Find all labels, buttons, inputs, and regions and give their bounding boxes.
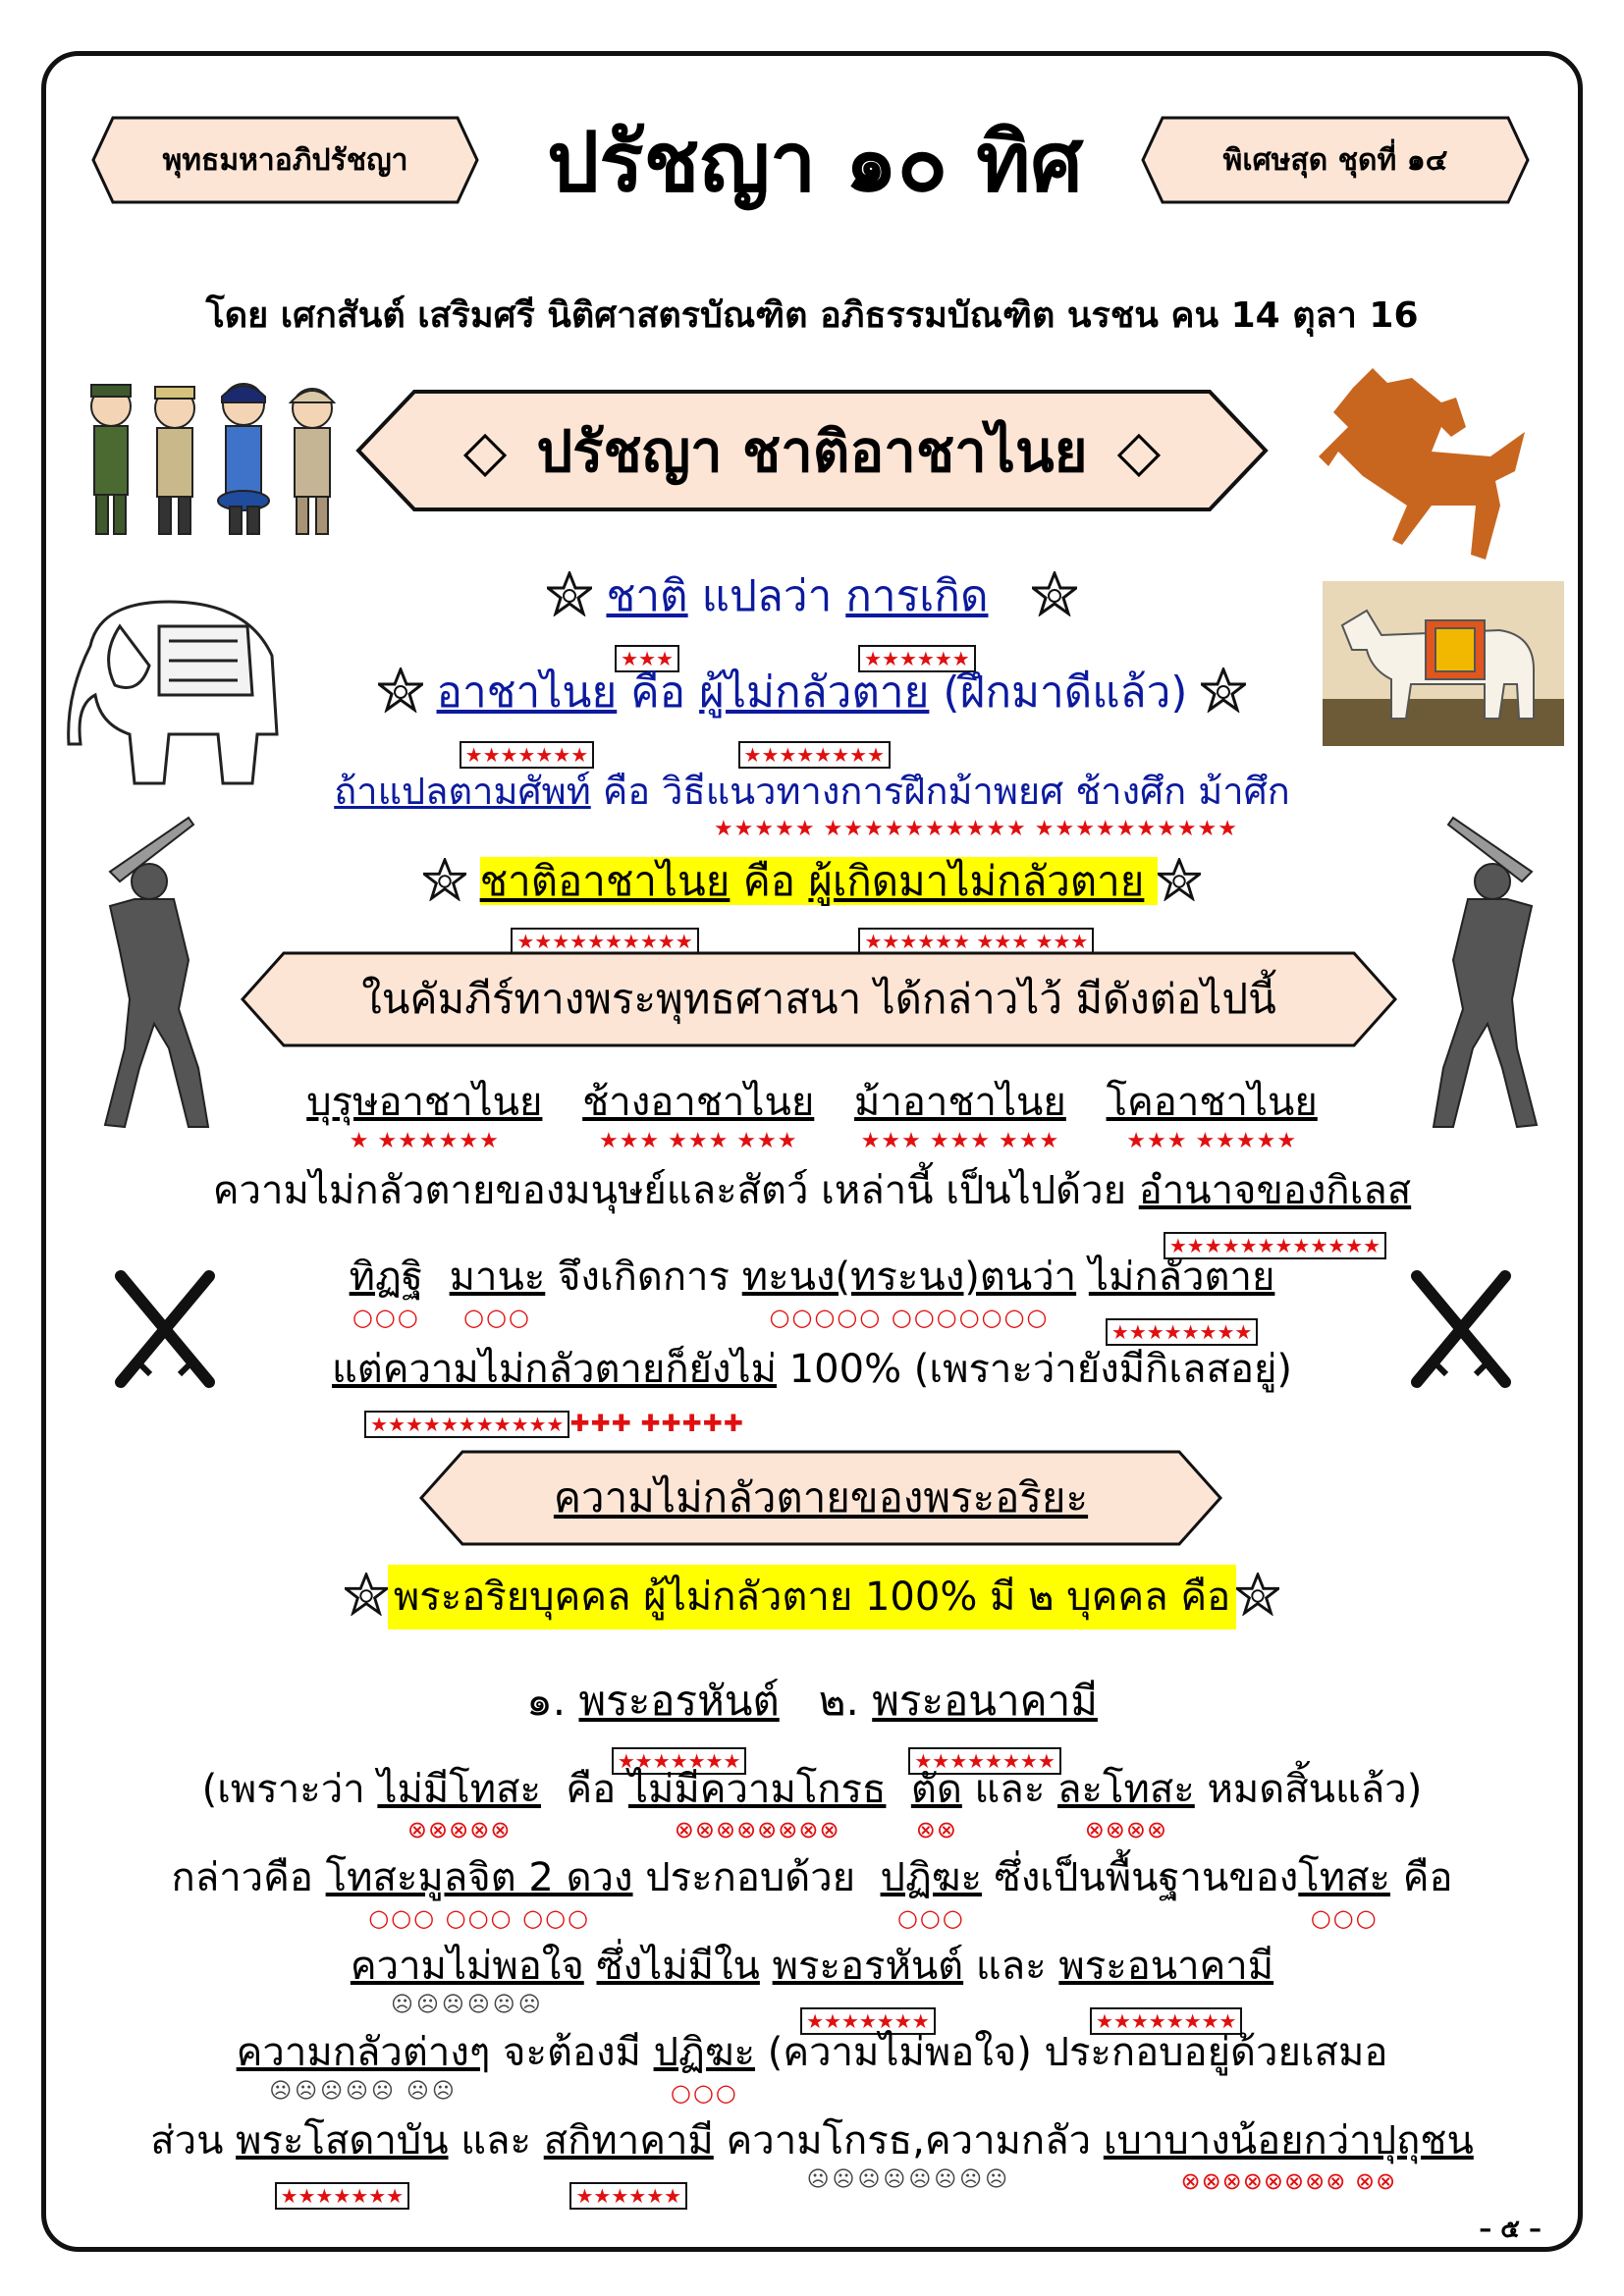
- word-mana: มานะ: [449, 1255, 546, 1300]
- marks-displeasure: ☹☹☹☹☹☹: [391, 1993, 544, 2017]
- word-chati-achanai: ชาติอาชาไนย: [479, 857, 731, 905]
- diamond-left-icon: ◇: [462, 417, 508, 484]
- text-cause: จึงเกิดการ: [545, 1255, 742, 1300]
- text-basis: ซึ่งเป็นพื้นฐานของ: [981, 1855, 1299, 1900]
- marks-thanong: ○○○○○ ○○○○○○○: [769, 1304, 1050, 1331]
- star-icon: [345, 1573, 388, 1626]
- ariya-box: [418, 1449, 1223, 1547]
- marks-anger-fear: ☹☹☹☹☹☹☹☹: [806, 2167, 1011, 2192]
- word-mai-klua-tai: ผู้ไม่กลัวตาย: [699, 667, 930, 718]
- kind-ox: โคอาชาไนย: [1106, 1080, 1318, 1125]
- star-icon: [1032, 571, 1077, 627]
- line-achanai: [0, 658, 1624, 773]
- text-khue: คือ: [540, 1767, 628, 1812]
- word-translation-lead: ถ้าแปลตามศัพท์: [334, 770, 591, 813]
- text-composed: ประกอบด้วย: [632, 1855, 881, 1900]
- text-as-for: ส่วน: [150, 2118, 237, 2163]
- text-still-kilesa: 100% (เพราะว่ายังมีกิเลสอยู่): [777, 1347, 1293, 1392]
- byline: โดย เศกสันต์ เสริมศรี นิติศาสตรบัณฑิต อภิธรรมบัณฑิต นรชน คน 14 ตุลา 16: [205, 295, 1419, 336]
- line-ditthi: [0, 1245, 1624, 1349]
- line-sotapanna: [0, 2109, 1624, 2213]
- star-icon: [1236, 1573, 1279, 1626]
- word-ditthi: ทิฏฐิ: [349, 1255, 423, 1300]
- marks-dosa: ○○○: [1310, 1904, 1379, 1932]
- line-translation: [0, 761, 1624, 841]
- marks-kankoet: ★★★★★★: [858, 645, 976, 672]
- marks-patigha-2: ○○○: [670, 2079, 738, 2107]
- spacer: [886, 1767, 910, 1812]
- word-sotapanna: พระโสดาบัน: [236, 2118, 449, 2163]
- word-no-dosa: ไม่มีโทสะ: [377, 1767, 541, 1812]
- plus-marks: ✚✚✚ ✚✚✚✚✚: [569, 1410, 744, 1437]
- kind-elephant: ช้างอาชาไนย: [582, 1080, 815, 1125]
- marks-fears: ☹☹☹☹☹ ☹☹: [269, 2079, 458, 2104]
- left-tag: [91, 116, 479, 204]
- word-dosa: โทสะ: [1298, 1855, 1391, 1900]
- marks-chati: ★★★: [615, 645, 679, 672]
- marks-no-anger: ⊗⊗⊗⊗⊗⊗⊗⊗: [674, 1816, 840, 1843]
- word-kankoet: การเกิด: [845, 571, 989, 621]
- right-tag-label: พิเศษสุด ชุดที่ ๑๔: [1222, 142, 1448, 178]
- word-abandon-dosa: ละโทสะ: [1057, 1767, 1195, 1812]
- marks-mai-klua-tai-2: ★★★★★★★★: [1106, 1318, 1258, 1346]
- text-and: และ: [448, 2118, 544, 2163]
- marks-chati-achanai: ★★★★★★★★★★: [511, 928, 698, 955]
- star-icon: [1158, 858, 1201, 911]
- line-ariya-persons: [0, 1565, 1624, 1628]
- marks-but-fearless: ★★★★★★★★★★★: [364, 1411, 569, 1438]
- line-four-kinds: [0, 1070, 1624, 1153]
- text-khue: คือ: [617, 667, 700, 718]
- kind-horse: ม้าอาชาไนย: [854, 1080, 1066, 1125]
- text-must-have: จะต้องมี: [490, 2030, 654, 2075]
- word-cut: ตัด: [910, 1767, 962, 1812]
- diamond-right-icon: ◇: [1116, 417, 1162, 484]
- horse-icon: [1294, 358, 1530, 569]
- marks-achanai: ★★★★★★★: [460, 741, 595, 769]
- marks-arahant-2: ★★★★★★★: [800, 2007, 936, 2035]
- spacer: [1091, 2109, 1104, 2154]
- word-koet-ma-mai-klua-tai: ผู้เกิดมาไม่กลัวตาย: [808, 857, 1145, 905]
- word-anger-fear: ความโกรธ,ความกลัว: [726, 2118, 1092, 2163]
- marks-mana: ○○○: [463, 1304, 531, 1331]
- marks-sakadagami: ★★★★★★: [569, 2182, 687, 2210]
- text-because: (เพราะว่า: [201, 1767, 378, 1812]
- word-patigha: ปฏิฆะ: [653, 2030, 756, 2075]
- text-plaewa: แปลว่า: [687, 571, 846, 621]
- marks-patigha: ○○○: [896, 1904, 965, 1932]
- text-namely: กล่าวคือ: [171, 1855, 326, 1900]
- word-arahant: พระอรหันต์: [578, 1677, 780, 1725]
- word-arahant: พระอรหันต์: [772, 1944, 964, 1989]
- marks-no-dosa: ⊗⊗⊗⊗⊗: [406, 1816, 512, 1843]
- marks-kind-ox: ★★★ ★★★★★: [1126, 1129, 1298, 1153]
- marks-kind-horse: ★★★ ★★★ ★★★: [860, 1129, 1060, 1153]
- scripture-box: [240, 950, 1398, 1048]
- star-icon: [378, 667, 423, 723]
- line-no-dosa: [0, 1757, 1624, 1843]
- marks-koet-ma: ★★★★★★ ★★★ ★★★: [858, 928, 1094, 955]
- word-mai-klua-tai: ไม่กลัวตาย: [1088, 1255, 1275, 1300]
- word-sakadagami: สกิทาคามี: [543, 2118, 714, 2163]
- word-patigha: ปฏิฆะ: [880, 1855, 982, 1900]
- text-and: และ: [963, 1944, 1059, 1989]
- spacer: [584, 1934, 597, 1979]
- line-not-100: [0, 1337, 1624, 1441]
- spacer: [760, 1934, 773, 1979]
- soldiers-illustration: [77, 375, 352, 542]
- marks-dosa-mula-citta: ○○○ ○○○ ○○○: [368, 1904, 590, 1932]
- marks-mai-klua-tai: ★★★★★★★★: [738, 741, 891, 769]
- word-fears: ความกลัวต่างๆ: [236, 2030, 491, 2075]
- section-title-box: [355, 389, 1269, 512]
- word-anagami: พระอนาคามี: [1058, 1944, 1274, 1989]
- word-but-fearless: แต่ความไม่กลัวตายก็ยังไม่: [331, 1347, 778, 1392]
- word-dosa-mula-citta: โทสะมูลจิต 2 ดวง: [325, 1855, 633, 1900]
- marks-lighter: ⊗⊗⊗⊗⊗⊗⊗⊗ ⊗⊗: [1180, 2167, 1397, 2195]
- text-khue: คือ: [1390, 1855, 1453, 1900]
- ariya-box-label: ความไม่กลัวตายของพระอริยะ: [553, 1473, 1089, 1522]
- marks-ditthi: ○○○: [352, 1304, 420, 1331]
- line-chati-achanai: [0, 849, 1624, 958]
- word-lighter-than-putthuchon: เบาบางน้อยกว่าปุถุชน: [1103, 2118, 1474, 2163]
- marks-sotapanna: ★★★★★★★: [275, 2182, 410, 2210]
- kind-person: บุรุษอาชาไนย: [306, 1080, 543, 1125]
- word-training-method: วิธีแนวทางการฝึกม้าพยศ ช้างศึก ม้าศึก: [662, 770, 1290, 813]
- word-achanai: อาชาไนย: [436, 667, 618, 718]
- section-title: ปรัชญา ชาติอาชาไนย: [536, 417, 1088, 485]
- spacer: [714, 2109, 727, 2154]
- marks-training-method: ★★★★★ ★★★★★★★★★★ ★★★★★★★★★★: [713, 817, 1238, 841]
- text-all-gone: หมดสิ้นแล้ว): [1194, 1767, 1423, 1812]
- text-khue: คือ: [730, 857, 809, 905]
- word-displeasure: ความไม่พอใจ: [350, 1944, 584, 1989]
- marks-kind-elephant: ★★★ ★★★ ★★★: [598, 1129, 798, 1153]
- word-no-anger: ไม่มีความโกรธ: [627, 1767, 887, 1812]
- marks-cut: ⊗⊗: [915, 1816, 957, 1843]
- text-fearlessness: ความไม่กลัวตายของมนุษย์และสัตว์ เหล่านี้ เป็นไปด้วย: [212, 1168, 1139, 1213]
- word-chati: ชาติ: [606, 571, 688, 621]
- text-khue: คือ: [590, 770, 663, 813]
- text-fuek-ma-di: (ฝึกมาดีแล้ว): [929, 667, 1188, 718]
- marks-arahant: ★★★★★★★: [612, 1747, 747, 1775]
- marks-anagami-2: ★★★★★★★★: [1090, 2007, 1242, 2035]
- num-2: ๒.: [779, 1677, 873, 1725]
- ariya-persons-text: พระอริยบุคคล ผู้ไม่กลัวตาย 100% มี ๒ บุคคล คือ: [388, 1565, 1236, 1629]
- star-icon: [547, 571, 592, 627]
- line-dosa-mula: [0, 1845, 1624, 1932]
- word-power-of-kilesa: อำนาจของกิเลส: [1138, 1168, 1412, 1213]
- left-tag-label: พุทธมหาอภิปรัชญา: [162, 142, 408, 178]
- marks-power-of-kilesa: ★★★★★★★★★★★★: [1164, 1232, 1386, 1259]
- line-fears: [0, 2020, 1624, 2107]
- text-and: และ: [961, 1767, 1058, 1812]
- page-number: – ๕ –: [1479, 2215, 1542, 2244]
- star-icon: [423, 858, 466, 911]
- word-thanong: ทะนง(ทระนง)ตนว่า: [741, 1255, 1077, 1300]
- marks-abandon-dosa: ⊗⊗⊗⊗: [1084, 1816, 1168, 1843]
- word-not-in: ซึ่งไม่มีใน: [596, 1944, 760, 1989]
- text-always: (ความไม่พอใจ) ประกอบอยู่ด้วยเสมอ: [755, 2030, 1388, 2075]
- num-1: ๑.: [526, 1677, 579, 1725]
- marks-anagami: ★★★★★★★★: [908, 1747, 1060, 1775]
- right-tag: [1141, 116, 1530, 204]
- scripture-box-label: ในคัมภีร์ทางพระพุทธศาสนา ได้กล่าวไว้ มีดังต่อไปนี้: [361, 975, 1276, 1023]
- word-anagami: พระอนาคามี: [872, 1677, 1098, 1725]
- marks-kind-person: ★ ★★★★★★: [349, 1129, 500, 1153]
- star-icon: [1201, 667, 1246, 723]
- page-title: ปรัชญา ๑๐ ทิศ: [547, 114, 1083, 210]
